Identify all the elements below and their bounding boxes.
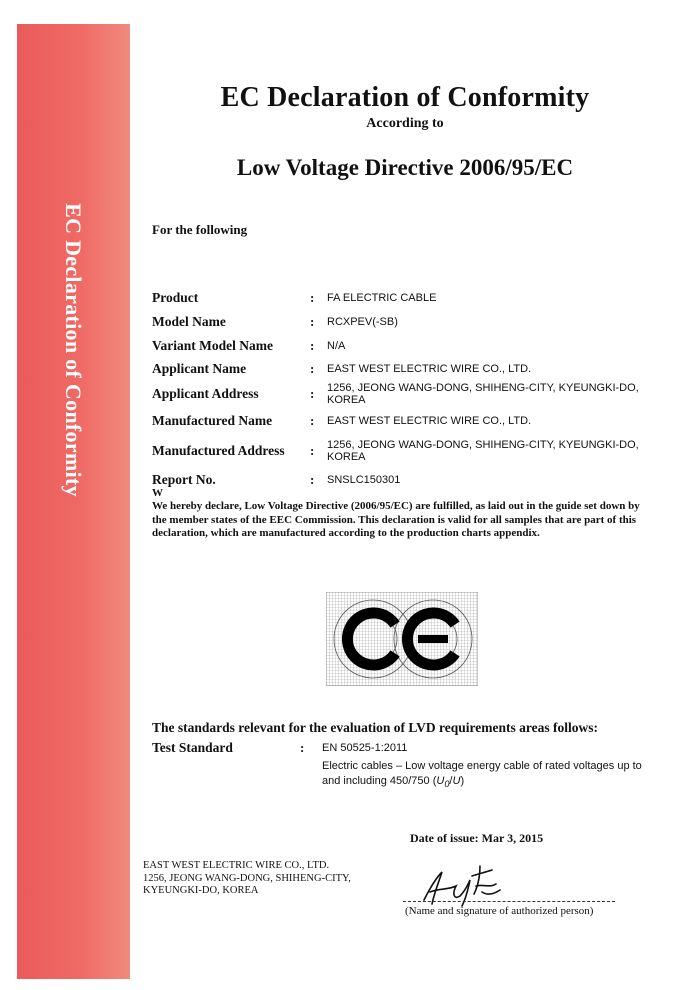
directive-title: Low Voltage Directive 2006/95/EC <box>236 155 574 180</box>
field-value-manufactured-name: EAST WEST ELECTRIC WIRE CO., LTD. <box>327 415 532 427</box>
document-subtitle: According to <box>366 116 444 131</box>
field-colon: : <box>310 472 315 487</box>
field-colon: : <box>310 338 315 353</box>
document-title: EC Declaration of Conformity <box>220 82 590 113</box>
side-band-title: EC Declaration of Conformity <box>61 203 86 497</box>
field-colon: : <box>310 443 315 458</box>
signature-line <box>403 901 615 902</box>
ce-mark-icon <box>326 592 478 686</box>
description-close: ) <box>460 775 465 787</box>
standards-heading: The standards relevant for the evaluation of LVD requirements areas follows: <box>152 720 598 735</box>
field-label-product: Product <box>152 290 199 305</box>
field-label-variant-model: Variant Model Name <box>152 338 273 353</box>
side-band <box>17 24 130 979</box>
company-stamp-line: KYEUNGKI-DO, KOREA <box>143 885 259 896</box>
field-value-product: FA ELECTRIC CABLE <box>327 292 437 304</box>
handwritten-signature <box>416 862 516 910</box>
field-value-variant-model: N/A <box>327 340 346 352</box>
field-label-model-name: Model Name <box>152 314 226 329</box>
field-label-applicant-name: Applicant Name <box>152 361 247 376</box>
description-text: Electric cables – Low voltage energy cable of rated voltages up to and including 450/750 ( <box>322 760 642 787</box>
field-colon: : <box>310 361 315 376</box>
field-colon: : <box>310 413 315 428</box>
declaration-text: We hereby declare, Low Voltage Directive (2006/95/EC) are fulfilled, as laid out in the guide set down by the member states of the EEC Commission. This declaration is valid for all samples that are part of this declaration, which are manufactured according to the production charts appendix. <box>152 500 640 539</box>
field-colon: : <box>310 314 315 329</box>
voltage-slash: / <box>449 775 453 787</box>
field-colon: : <box>310 386 315 401</box>
field-label-report-no: Report No. <box>152 472 216 487</box>
field-value-manufactured-address: 1256, JEONG WANG-DONG, SHIHENG-CITY, KYEUNGKI-DO, KOREA <box>327 439 639 463</box>
voltage-u: U <box>452 775 461 787</box>
company-stamp-line: EAST WEST ELECTRIC WIRE CO., LTD. <box>143 860 330 871</box>
voltage-u0: $U_0$ <box>436 775 450 790</box>
field-colon: : <box>310 290 315 305</box>
signature-caption: (Name and signature of authorized person) <box>405 905 594 917</box>
company-stamp <box>143 860 351 898</box>
intro-text: For the following <box>152 222 248 237</box>
test-standard-label: Test Standard <box>152 740 233 755</box>
date-of-issue: Date of issue: Mar 3, 2015 <box>410 831 544 845</box>
field-value-applicant-name: EAST WEST ELECTRIC WIRE CO., LTD. <box>327 363 532 375</box>
company-stamp-line: 1256, JEONG WANG-DONG, SHIHENG-CITY, <box>143 872 351 884</box>
field-value-applicant-address: 1256, JEONG WANG-DONG, SHIHENG-CITY, KYEUNGKI-DO, KOREA <box>327 382 639 406</box>
stray-mark: W <box>152 487 163 499</box>
field-value-model-name: RCXPEV(-SB) <box>327 316 398 328</box>
field-colon: : <box>300 740 305 755</box>
test-standard-value: EN 50525-1:2011 <box>322 742 408 754</box>
field-label-applicant-address: Applicant Address <box>152 386 259 401</box>
field-value-report-no: SNSLC150301 <box>327 474 401 486</box>
field-label-manufactured-name: Manufactured Name <box>152 413 273 428</box>
field-label-manufactured-address: Manufactured Address <box>152 443 285 458</box>
test-standard-description <box>322 759 662 792</box>
